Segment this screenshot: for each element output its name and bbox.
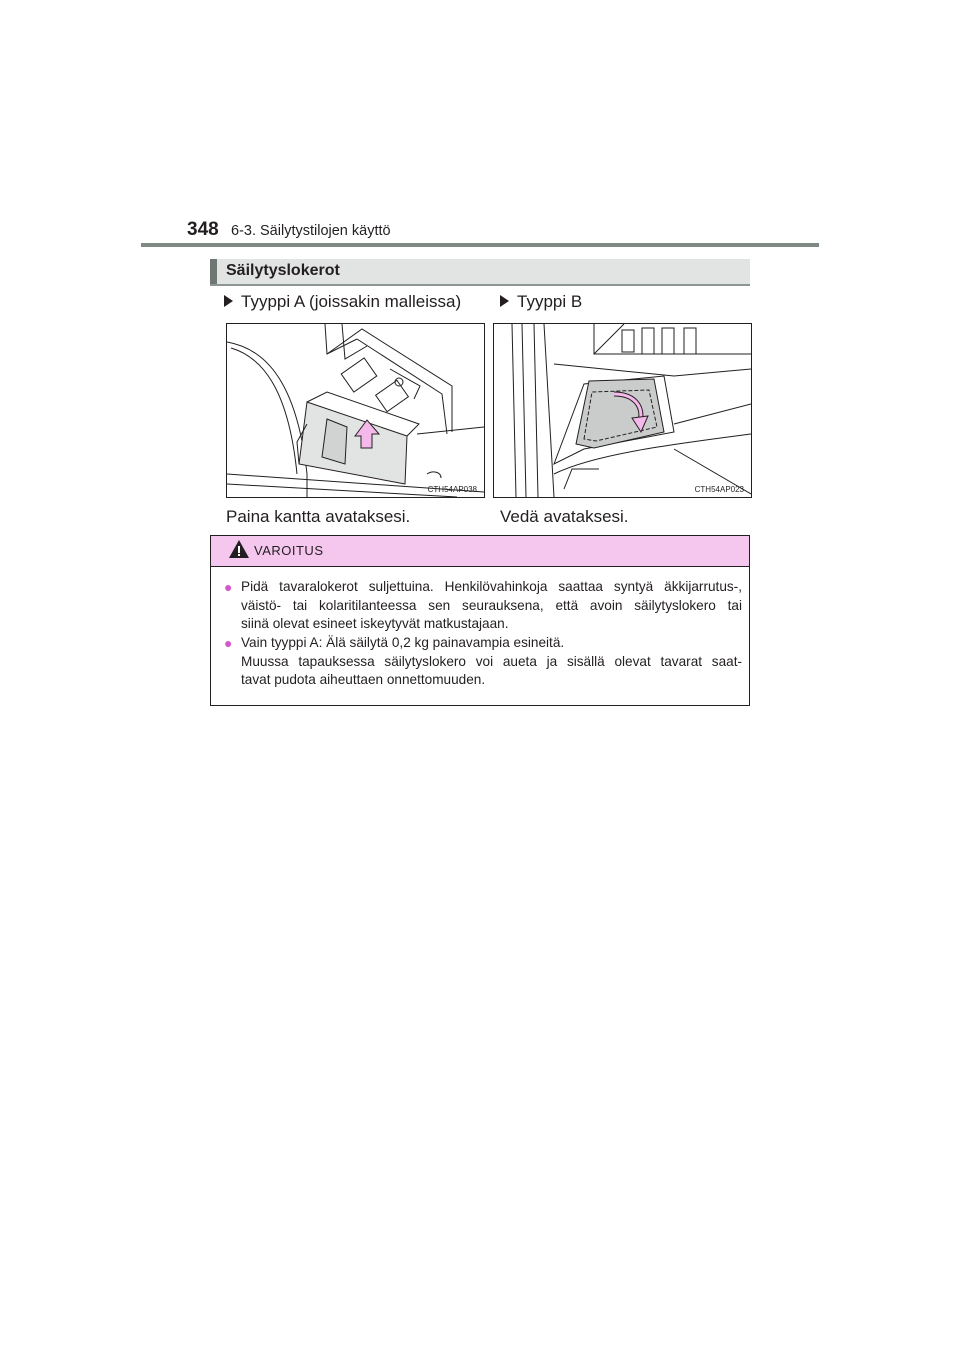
triangle-bullet-icon [500,295,509,307]
subsection-heading-bar [210,259,750,286]
warning-triangle-icon [228,539,250,559]
illustration-type-b [493,323,752,498]
warning-item-2-line-2: Muussa tapauksessa säilytyslokero voi aueta ja sisällä olevat tavarat saat- [241,653,742,669]
image-code-a: CTH54AP038 [427,485,477,494]
subsection-title: Säilytyslokerot [226,262,340,279]
warning-item-1 [241,578,742,634]
warning-box [210,535,750,706]
bullet-icon: ● [224,635,233,651]
warning-title: VAROITUS [254,543,324,558]
page-number: 348 [187,219,219,240]
warning-item-2-line-3: tavat pudota aiheuttaen onnettomuuden. [241,672,486,687]
type-b-label [500,292,582,312]
warning-item-2 [241,634,742,690]
warning-item-2-line-1: Vain tyyppi A: Älä säilytä 0,2 kg painavampia esineitä. [241,635,565,650]
type-a-label-text: Tyyppi A (joissakin malleissa) [241,292,462,311]
dashboard-box-drawing [494,324,751,497]
overhead-console-drawing [227,324,484,497]
warning-item-1-line-1: Pidä tavaralokerot suljettuina. Henkilövahinkoja saattaa syntyä äkkijarrutus-, [241,579,742,594]
warning-item-1-line-2: väistö- tai kolaritilanteessa sen seurauksena, että avoin säilytyslokero tai [241,597,742,613]
bullet-icon: ● [224,579,233,595]
type-a-label [224,292,461,312]
header-rule [141,243,819,247]
caption-type-b: Vedä avataksesi. [500,507,629,526]
warning-header [211,536,749,567]
section-title: 6-3. Säilytystilojen käyttö [231,223,391,239]
warning-item-1-line-3: siinä olevat esineet iskeytyvät matkustajaan. [241,616,509,631]
image-code-b: CTH54AP023 [694,485,744,494]
triangle-bullet-icon [224,295,233,307]
subsection-accent [210,259,217,284]
caption-type-a: Paina kantta avataksesi. [226,507,411,526]
type-b-label-text: Tyyppi B [517,292,583,311]
illustration-type-a [226,323,485,498]
